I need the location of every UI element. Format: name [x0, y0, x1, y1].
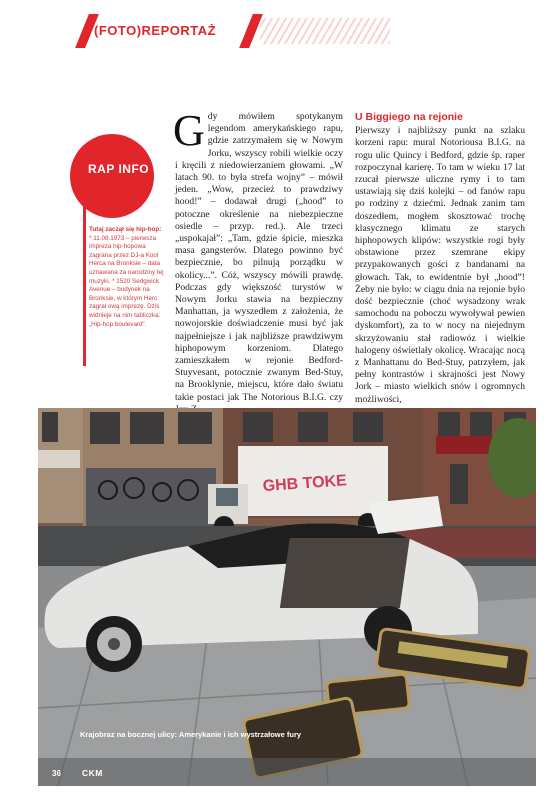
section-header: [74, 14, 394, 48]
subheading: U Biggiego na rejonie: [355, 111, 463, 123]
page-number: 36: [52, 769, 61, 778]
section-title: (FOTO)REPORTAŻ: [94, 23, 217, 38]
drop-cap: G: [173, 106, 205, 155]
graffiti-text: GHB TOKE: [262, 472, 348, 496]
rap-info-rule: [83, 176, 86, 366]
article-text-col1: dy mówiłem spotykanym legendom amerykańskiego rapu, gdzie zatrzymałem się w Nowym Jorku, wszyscy robili wielkie oczy i kręcili z niedowierzaniem głowami. „W latach 90. to była strefa wojny” – mówił jeden. „Wow, przecież to prawdziwy hood!” – dodawał drugi („hood” to potoczne określenie na niebezpieczne osiedle – przyp. red.). Ale trzeci „uspokajał”: „Tam, gdzie śpicie, mieszka masa gangsterów. Dlatego powinno być bezpiecznie, bo pilnują porządku w okolicy...”. Cóż, wszyscy mówili prawdę. Podczas gdy większość turystów w Nowym Jorku stawia na bezpieczny Manhattan, ja wyszedłem z założenia, że nowojorskie doświadczenie musi być jak najpełniejsze i jak najbliższe prawdziwym hiphopowym korzeniom. Dlatego zamieszkałem w rejonie Bedford-Stuyvesant, potocznie zwanym Bed-Stuy, na Brooklynie, miejscu, które dało światu takie postaci jak The Notorious B.I.G. czy: [175, 111, 343, 403]
rap-info-text: * 11.08.1973 – pierwsza impreza hip-hopowa zagrana przez DJ-a Kool Herca na Bronksie – data uznawana za narodziny tej muzyki. * 1520 Sedgwick Avenue – budynek na Bronksie, w którym Herc zagrał ową imprezę. Dziś widnieje na nim tabliczka: „Hip-hop boulevard”.: [89, 234, 164, 328]
article-column-1: [173, 106, 343, 416]
photo-caption: Krajobraz na bocznej ulicy: Amerykanie i ich wystrzałowe fury: [80, 730, 302, 739]
rap-info-body: [89, 226, 169, 329]
magazine-logo: CKM: [82, 768, 103, 778]
rap-info-title: RAP INFO: [88, 162, 150, 176]
article-text-col2: Pierwszy i najbliższy punkt na szlaku korzeni rapu: mural Notoriousa B.I.G. na rogu ulic Quincy i Bedford, gdzie śp. raper rozpoczynał karierę. To tam w wieku 17 lat rzucał pierwsze uliczne rymy i to tam ustawiają się dziś kolejki – od fanów rapu po rodziny z dziećmi. Jednak zanim tam doszedłem, mogłem skosztować trochę klasycznego klimatu ze starych hiphopowych klipów: wszystkie rogi były obstawione przez szemrane ekipy przypakowanych gości z bandanami na głowach. Tak, to ewidentnie był „hood”! Żeby nie było: w ciągu dnia na rejonie było dość bezpiecznie (choć wysadzony wrak samochodu na poboczu wywoływał pewien dyskomfort), za to w nocy na niejednym skrzyżowaniu stał radiowóz i wielkie halogeny oświetlały okolicę. Wracając nocą z Manhattanu do Bed-Stuy, patrzyłem, jak pełny kontrastów i skrajności jest Nowy Jork – miasto wielkich snów i ogromnych możliwości,: [355, 125, 525, 405]
rap-info-lead: Tutaj zaczął się hip-hop:: [89, 226, 162, 233]
article-column-2: [355, 111, 525, 406]
header-hatch-decoration: [260, 18, 390, 44]
